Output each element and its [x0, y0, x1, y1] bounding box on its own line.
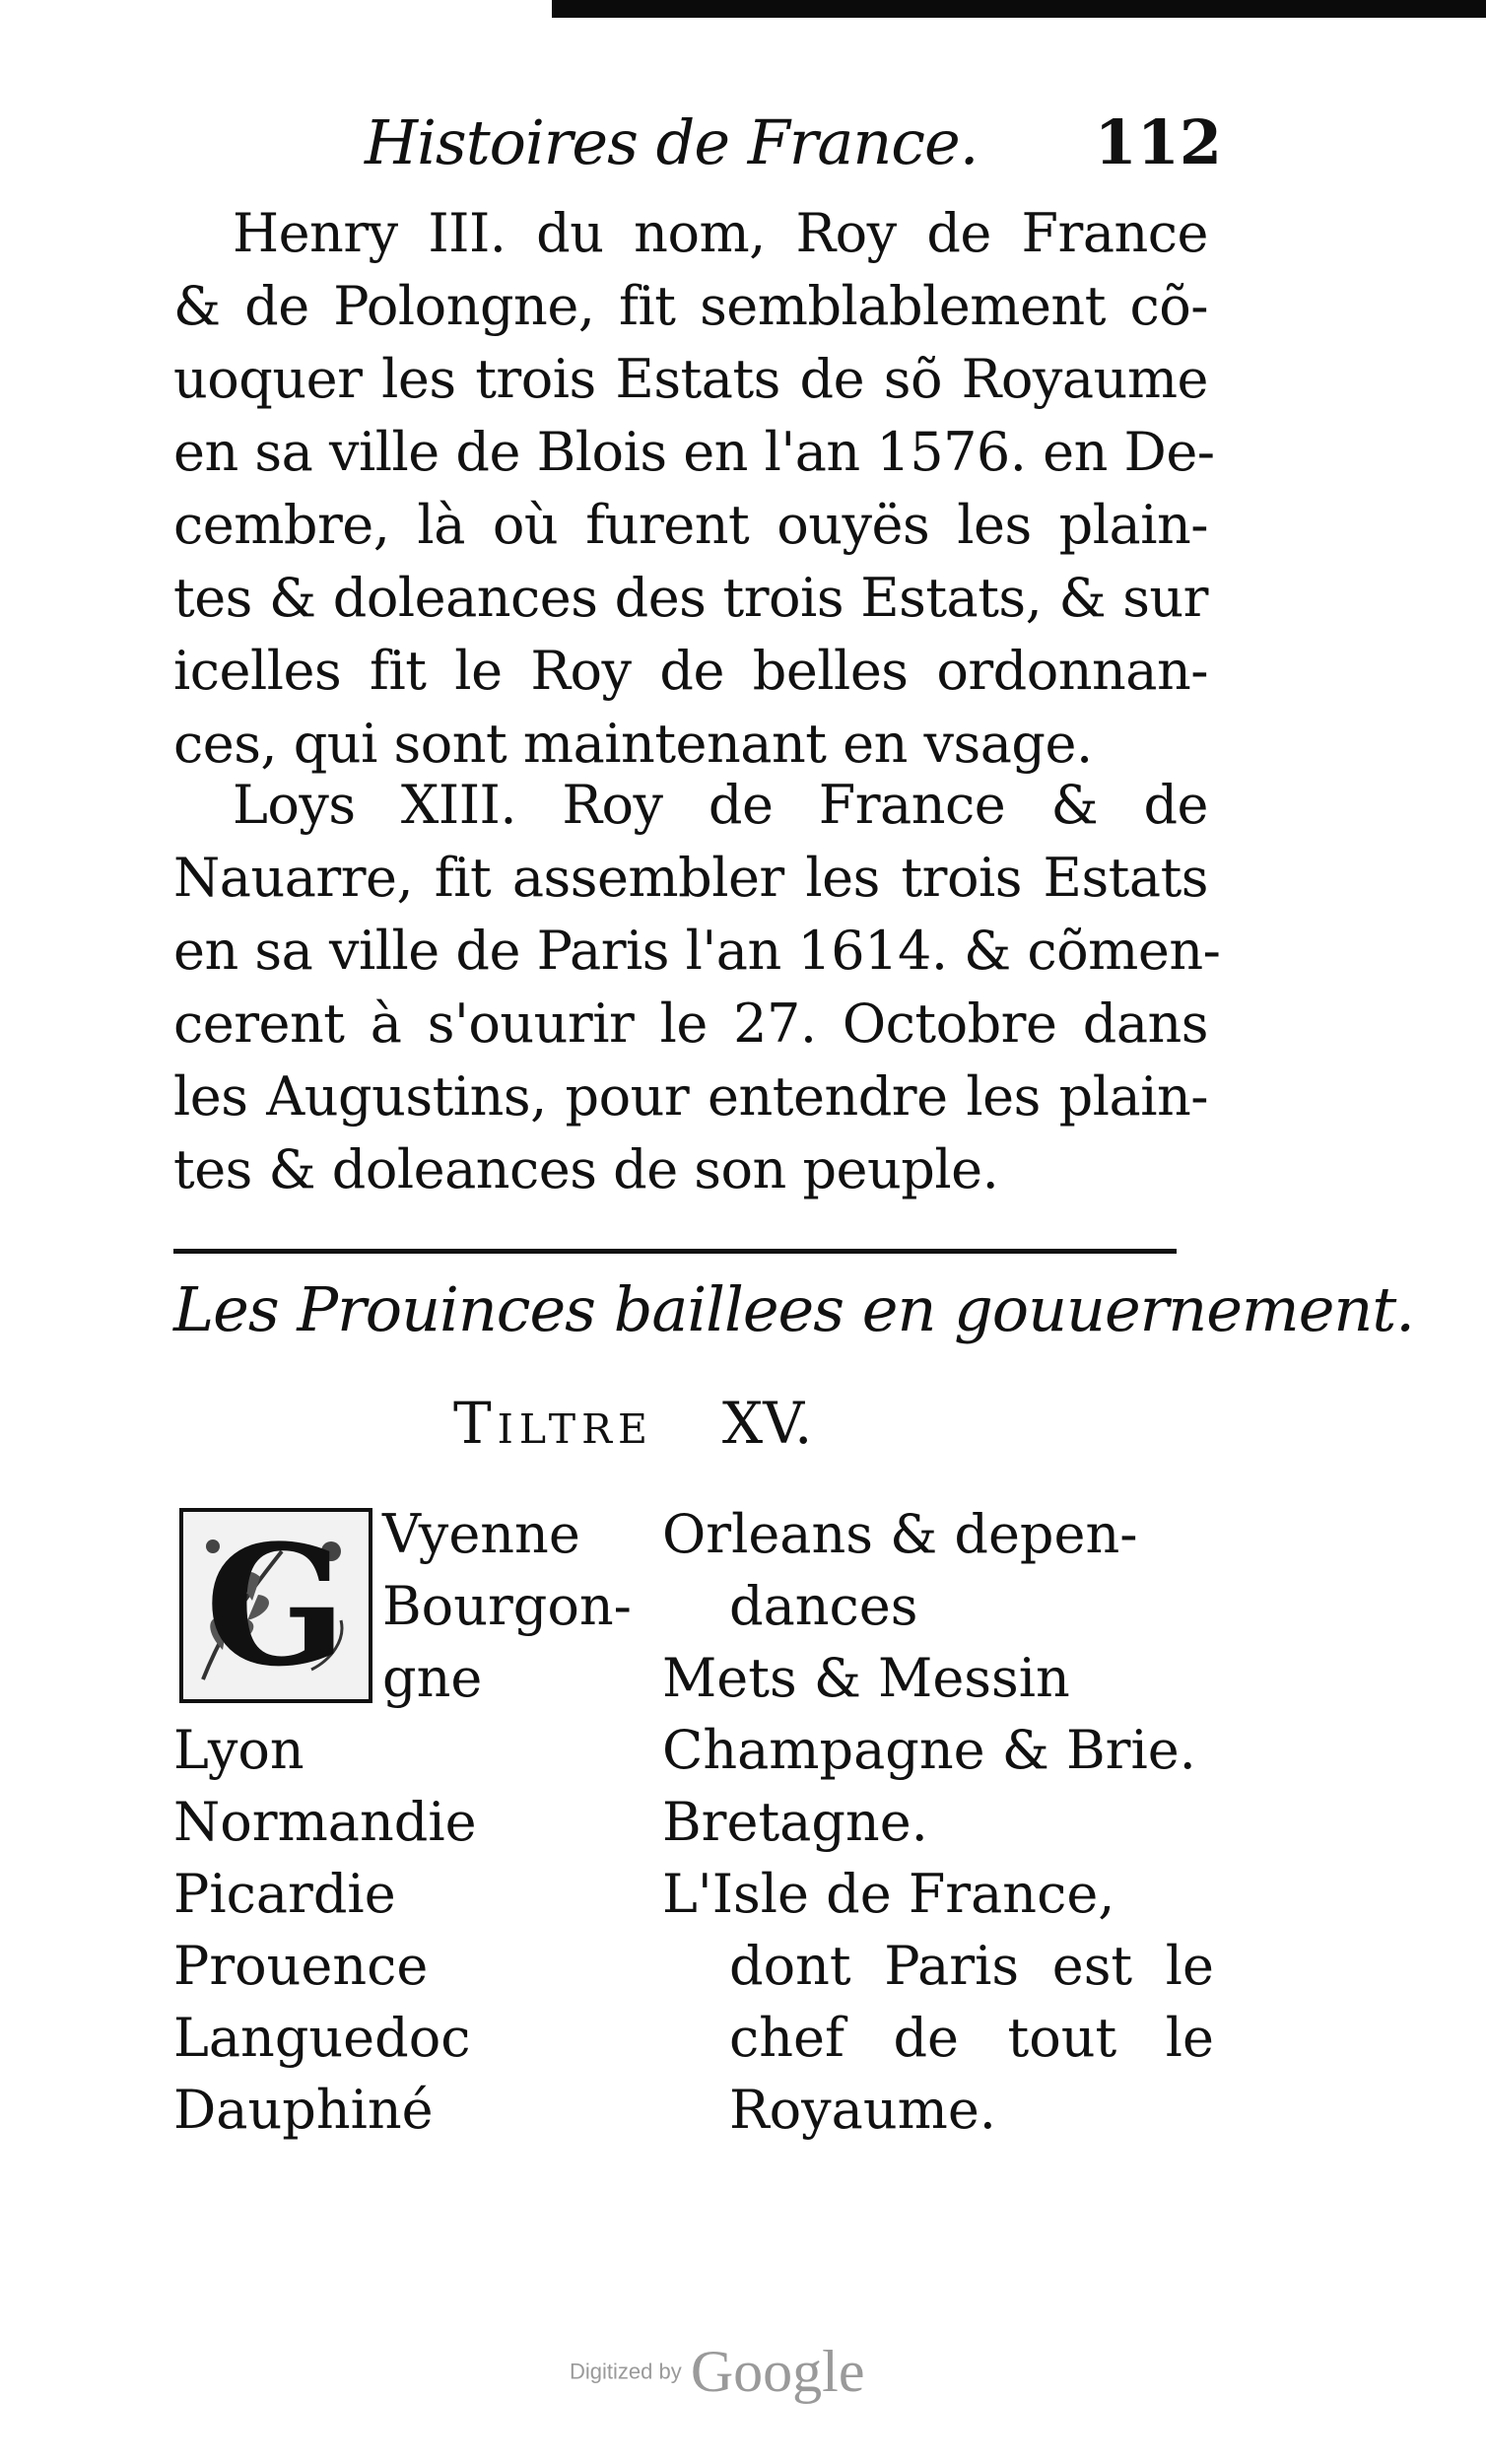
list-item: Orleans & depen-: [662, 1503, 1138, 1565]
section-divider: [173, 1249, 1177, 1254]
text-line: tes & doleances de son peuple.: [173, 1138, 999, 1200]
section-heading: Les Prouinces baillees en gouuernement.: [173, 1273, 1414, 1345]
initial-letter: G: [205, 1508, 347, 1703]
list-item: dances: [729, 1575, 918, 1637]
text-line: icelles fit le Roy de belles ordonnan-: [173, 640, 1208, 702]
list-item: Champagne & Brie.: [662, 1719, 1196, 1781]
list-item: Bourgon-: [382, 1575, 632, 1637]
paragraph-henry-iii: [173, 197, 1215, 781]
page-number: 112: [1094, 106, 1222, 178]
list-item: L'Isle de France,: [662, 1863, 1115, 1925]
title-number: XV.: [721, 1390, 813, 1457]
list-item: Prouence: [173, 1935, 429, 1997]
google-wordmark: Google: [690, 2339, 865, 2404]
paragraph-loys-xiii: [173, 769, 1221, 1206]
provinces-right-column: [662, 1498, 1214, 2146]
text-line: & de Polongne, fit semblablement cõ-: [173, 275, 1208, 337]
list-item: Dauphiné: [173, 2079, 434, 2141]
list-item: Mets & Messin: [662, 1647, 1070, 1709]
text-line: cembre, là où furent ouyës les plain-: [173, 494, 1208, 556]
digitized-by-label: Digitized by: [570, 2359, 682, 2384]
text-line: uoquer les trois Estats de sõ Royaume: [173, 348, 1208, 410]
text-line: cerent à s'ouurir le 27. Octobre dans: [173, 992, 1208, 1055]
list-item: Lyon: [173, 1719, 304, 1781]
list-item: Royaume.: [729, 2079, 996, 2141]
list-item: Bretagne.: [662, 1791, 928, 1853]
running-title: Histoires de France.: [365, 106, 979, 178]
list-item: Languedoc: [173, 2007, 471, 2069]
title-line: [453, 1390, 812, 1457]
list-item: chef de tout le: [729, 2007, 1214, 2069]
text-line: Henry III. du nom, Roy de France: [233, 202, 1208, 264]
text-line: tes & doleances des trois Estats, & sur: [173, 567, 1208, 629]
digitization-watermark: [570, 2338, 864, 2417]
text-line: Loys XIII. Roy de France & de: [233, 774, 1208, 836]
provinces-left-column: [173, 1498, 646, 2146]
text-line: ces, qui sont maintenant en vsage.: [173, 713, 1093, 775]
title-word: Tiltre: [453, 1390, 653, 1457]
text-line: en sa ville de Paris l'an 1614. & cõmen-: [173, 920, 1221, 982]
list-item: Vyenne: [382, 1503, 580, 1565]
scan-edge-bar: [552, 0, 1486, 18]
text-line: en sa ville de Blois en l'an 1576. en De-: [173, 421, 1215, 483]
running-header: [355, 106, 1222, 195]
list-item: gne: [382, 1647, 483, 1709]
list-item: Normandie: [173, 1791, 477, 1853]
list-item: dont Paris est le: [729, 1935, 1214, 1997]
list-item: Picardie: [173, 1863, 396, 1925]
text-line: les Augustins, pour entendre les plain-: [173, 1065, 1208, 1128]
text-line: Nauarre, fit assembler les trois Estats: [173, 847, 1208, 909]
